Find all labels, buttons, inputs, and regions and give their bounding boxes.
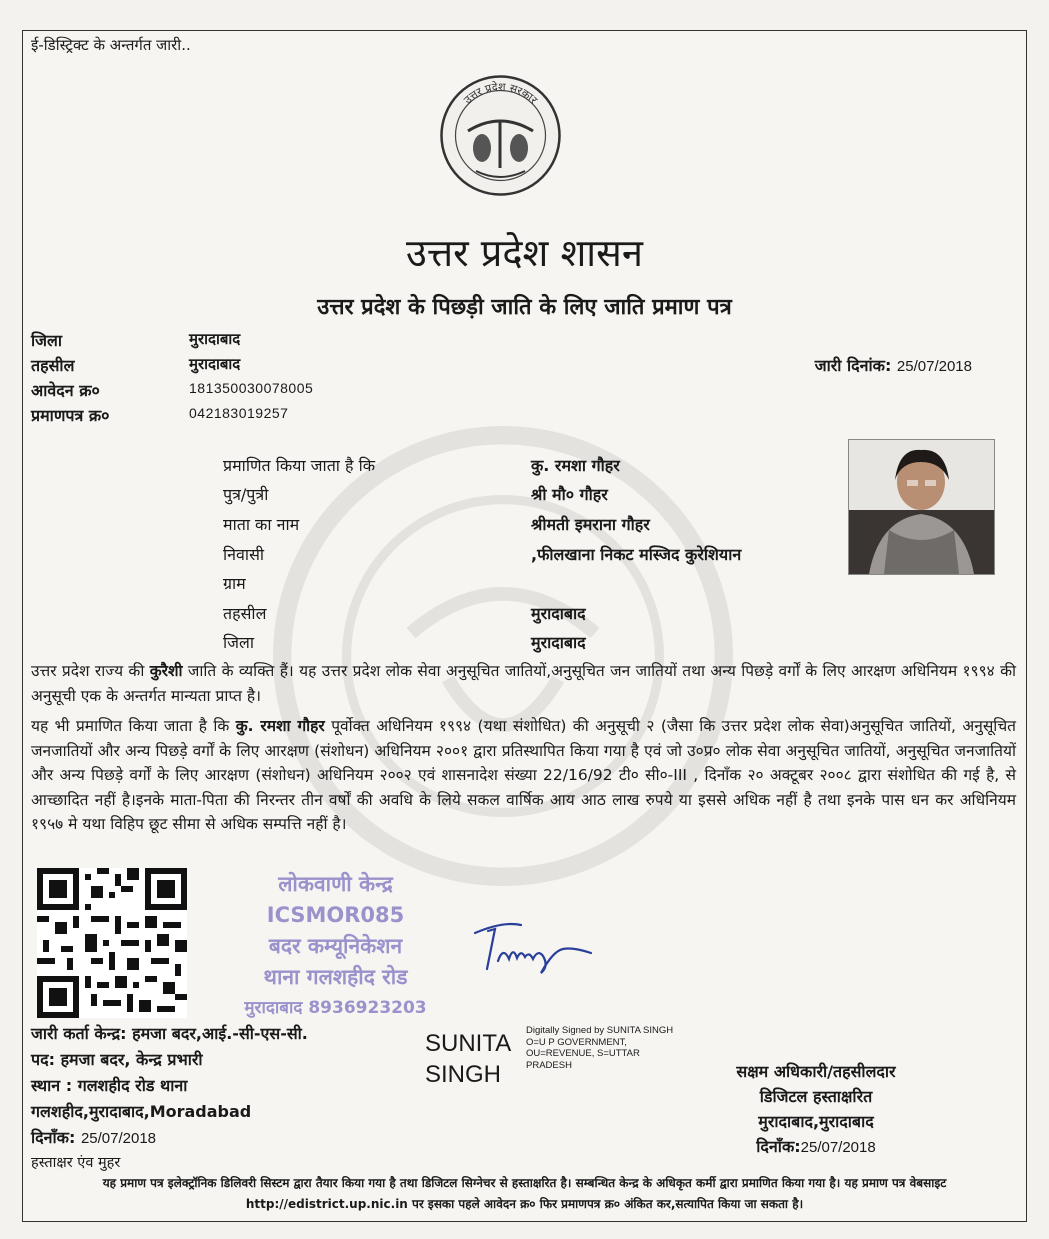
place-value-2: गलशहीद,मुरादाबाद,Moradabad [31,1102,252,1121]
digital-signature-note: Digitally Signed by SUNITA SINGH O=U P GOVERNMENT, OU=REVENUE, S=UTTAR PRADESH [526,1025,674,1071]
mother-name: श्रीमती इमराना गौहर [531,515,650,534]
qr-code [37,868,187,1018]
district-label: जिला [31,331,63,350]
stamp-line-5: मुरादाबाद 8936923203 [244,998,427,1018]
caste-paragraph [31,659,1016,708]
cert-tehsil-value: मुरादाबाद [531,604,586,623]
centre-label: जारी कर्ता केन्द्र: [31,1024,127,1043]
signature-seal-label: हस्ताक्षर एंव मुहर [31,1155,121,1171]
caste-name: कुरैशी [149,662,183,680]
top-note: ई-डिस्ट्रिक्ट के अन्तर्गत जारी.. [31,36,191,54]
stamp-line-2: ICSMOR085 [266,903,405,927]
district-value: मुरादाबाद [189,330,241,348]
certificate-number: 042183019257 [189,405,289,421]
applicant-name: कु. रमशा गौहर [531,456,620,475]
certify-label: प्रमाणित किया जाता है कि [223,456,376,475]
issuer-date: 25/07/2018 [80,1130,157,1147]
authority-title: सक्षम अधिकारी/तहसीलदार [736,1062,896,1081]
parent-label: पुत्र/पुत्री [223,485,269,504]
mother-label: माता का नाम [223,515,300,534]
cert-tehsil-label: तहसील [223,604,267,623]
tehsil-label: तहसील [31,356,75,375]
authority-date-label: दिनाँक: [756,1137,801,1156]
tehsil-value: मुरादाबाद [189,355,241,373]
stamp-line-3: बदर कम्यूनिकेशन [268,934,403,958]
village-label: ग्राम [223,574,246,593]
issue-date-label: जारी दिनांक: [814,356,892,375]
emblem-arc-text: उत्तर प्रदेश सरकार [461,80,540,107]
place-label: स्थान : [31,1076,73,1095]
resident-label: निवासी [223,545,265,564]
creamy-layer-paragraph [31,714,1016,837]
handwritten-signature [463,911,593,981]
rubber-stamp [223,869,448,1024]
document-title: उत्तर प्रदेश शासन [406,231,643,275]
creamy-paragraph-text-a: यह भी प्रमाणित किया जाता है कि [31,717,236,735]
certificate-label: प्रमाणपत्र क्र० [31,406,110,425]
creamy-paragraph-text-b: पूर्वोक्त अधिनियम १९९४ (यथा संशोधित) की अनुसूची २ (जैसा कि उत्तर प्रदेश लोक सेवा)अनुसूचित जातियों, अनुसूचित जनजातियों और अन्य पिछड़े वर्गों के लिए आरक्षण (संशोधन) अधिनियम २००१ द्वारा प्रतिस्थापित किया गया है एवं जो उ०प्र० लोक सेवा अनुसूचित जातियों, अनुसूचित जनजातियों और अन्य पिछड़े वर्गों के लिए आरक्षण (संशोधन) अधिनियम २००२ एवं शासनादेश संख्या 22/16/92 टी० सी०-III , दिनाँक २० अक्टूबर २००८ द्वारा संशोधित की गई है, से आच्छादित नहीं है।इनके माता-पिता की निरन्तर तीन वर्षों की अवधि के लिये सकल वार्षिक आय आठ लाख रुपये या इससे अधिक नहीं है तथा इनके पास धन कर अधिनियम १९५७ मे यथा विहिप छूट सीमा से अधिक सम्पत्ति नहीं है। [31,717,1017,833]
signer-last-name: SINGH [425,1061,502,1088]
cert-district-label: जिला [223,633,255,652]
issue-date-block [815,354,972,376]
post-value: हमजा बदर, केन्द्र प्रभारी [60,1050,203,1069]
authority-digital: डिजिटल हस्ताक्षरित [759,1087,873,1106]
up-government-emblem [438,73,563,198]
applicant-name-inline: कु. रमशा गौहर [235,717,325,735]
caste-paragraph-text-a: उत्तर प्रदेश राज्य की [31,662,150,680]
authority-place: मुरादाबाद,मुरादाबाद [758,1112,874,1131]
issuer-date-label: दिनाँक: [31,1128,76,1147]
stamp-line-4: थाना गलशहीद रोड [263,965,408,989]
issue-date: 25/07/2018 [896,358,972,375]
applicant-photo [848,439,995,575]
certificate-page [22,30,1027,1222]
caste-paragraph-text-b: जाति के व्यक्ति हैं। यह उत्तर प्रदेश लोक सेवा अनुसूचित जातियों,अनुसूचित जन जातियों तथा अन्य पिछड़े वर्गों के लिए आरक्षण अधिनियम १९९४ की अनुसूची एक के अन्तर्गत मान्यता प्राप्त है। [31,662,1016,705]
cert-district-value: मुरादाबाद [531,633,586,652]
application-number: 181350030078005 [189,380,314,396]
authority-block [691,1059,941,1160]
stamp-line-1: लोकवाणी केन्द्र [278,872,393,896]
place-value: गलशहीद रोड थाना [77,1076,188,1095]
centre-value: हमजा बदर,आई.-सी-एस-सी. [132,1024,308,1043]
post-label: पद: [31,1050,55,1069]
father-name: श्री मौ० गौहर [531,485,608,504]
authority-date: 25/07/2018 [800,1139,876,1156]
issuer-block [31,1021,308,1152]
digital-signer-name [425,1028,511,1090]
signer-first-name: SUNITA [425,1030,512,1057]
footer-note: यह प्रमाण पत्र इलेक्ट्रॉनिक डिलिवरी सिस्टम द्वारा तैयार किया गया है तथा डिजिटल सिग्नेचर से हस्ताक्षरित है। सम्बन्धित केन्द्र के अधिकृत कर्मी द्वारा प्रमाणित किया गया है। यह प्रमाण पत्र वेबसाइट http://edistrict.up.nic.in पर इसका पहले आवेदन क्र० फिर प्रमाणपत्र क्र० अंकित कर,सत्यापित किया जा सकता है। [102,1176,947,1211]
document-subtitle: उत्तर प्रदेश के पिछड़ी जाति के लिए जाति प्रमाण पत्र [317,295,732,320]
resident-value: ,फीलखाना निकट मस्जिद कुरेशियान [531,545,742,564]
application-label: आवेदन क्र० [31,381,100,400]
